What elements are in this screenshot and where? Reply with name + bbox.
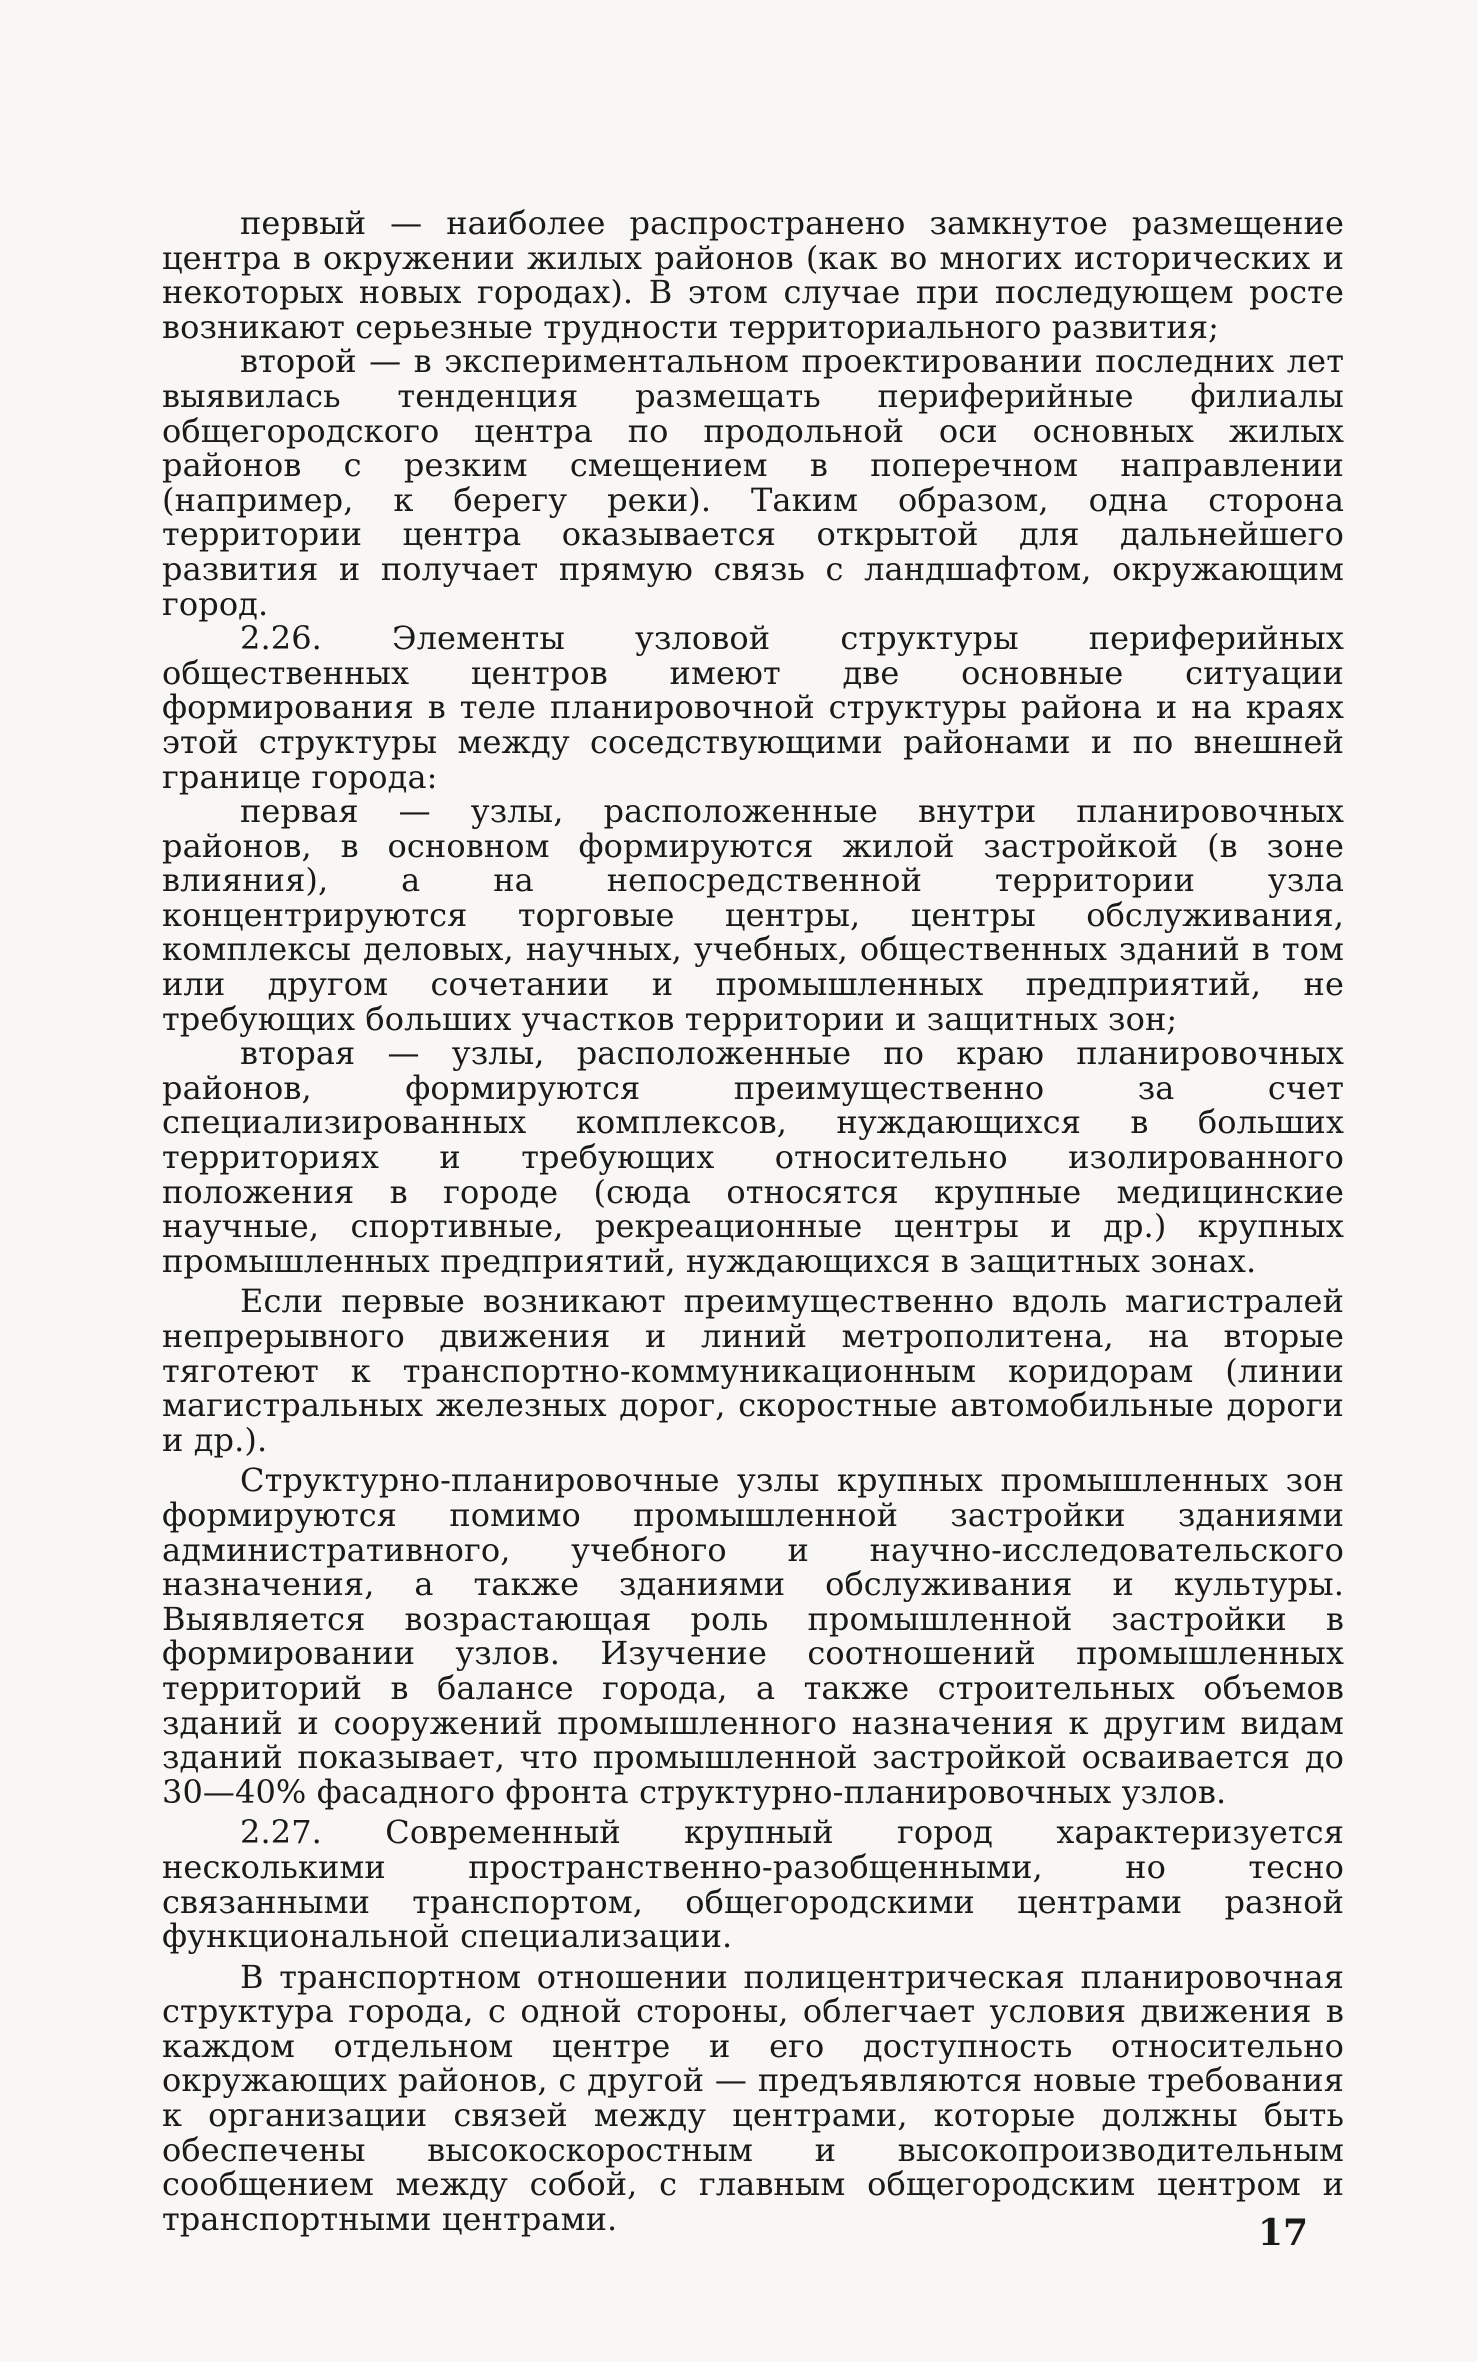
paragraph-transport: В транспортном отношении полицентрическая планировочная структура города, с одной стороны, облегчает условия движения в каждом отдельном центре и его доступность относительно окружающих районов, с другой — предъявляются новые требования к организации связей между центрами, которые должны быть обеспечены высокоскоростным и высокопроизводительным сообщением между собой, с главным общегородским центром и транспортными центрами. (162, 1957, 1344, 2238)
paragraph-section-2-26: 2.26. Элементы узловой структуры периферийных общественных центров имеют две основные ситуации формирования в теле планировочной структуры района и на краях этой структуры между соседствующими районами и по внешней границе города: (162, 619, 1344, 796)
paragraph-node-type-1: первая — узлы, расположенные внутри планировочных районов, в основном формируются жилой застройкой (в зоне влияния), а на непосредственной территории узла концентрируются торговые центры, центры обслуживания, комплексы деловых, научных, учебных, общественных зданий в том или другом сочетании и промышленных предприятий, не требующих больших участков территории и защитных зон; (162, 792, 1344, 1038)
paragraph-node-type-2: вторая — узлы, расположенные по краю планировочных районов, формируются преимущественно за счет специализированных комплексов, нуждающихся в больших территориях и требующих относительно изолированного положения в городе (сюда относятся крупные медицинские научные, спортивные, рекреационные центры и др.) крупных промышленных предприятий, нуждающихся в защитных зонах. (162, 1034, 1344, 1280)
paragraph-center-type-2: второй — в экспериментальном проектировании последних лет выявилась тенденция размещать периферийные филиалы общегородского центра по продольной оси основных жилых районов с резким смещением в поперечном направлении (например, к берегу реки). Таким образом, одна сторона территории центра оказывается открытой для дальнейшего развития и получает прямую связь с ландшафтом, окружающим город. (162, 342, 1344, 623)
paragraph-industrial-nodes: Структурно-планировочные узлы крупных промышленных зон формируются помимо промышленной застройки зданиями административного, учебного и научно-исследовательского назначения, а также зданиями обслуживания и культуры. Выявляется возрастающая роль промышленной застройки в формировании узлов. Изучение соотношений промышленных территорий в балансе города, а также строительных объемов зданий и сооружений промышленного назначения к другим видам зданий показывает, что промышленной застройкой осваивается до 30—40% фасадного фронта структурно-планировочных узлов. (162, 1461, 1344, 1811)
paragraph-center-type-1: первый — наиболее распространено замкнутое размещение центра в окружении жилых районов (как во многих исторических и некоторых новых городах). В этом случае при последующем росте возникают серьезные трудности территориального развития; (162, 204, 1344, 346)
paragraph-node-placement: Если первые возникают преимущественно вдоль магистралей непрерывного движения и линий метрополитена, на вторые тяготеют к транспортно-коммуникационным коридорам (линии магистральных железных дорог, скоростные автомобильные дороги и др.). (162, 1282, 1344, 1459)
body-text (162, 206, 1344, 2236)
page-number: 17 (1258, 2212, 1309, 2254)
paragraph-section-2-27: 2.27. Современный крупный город характеризуется несколькими пространственно-разобщенными, но тесно связанными транспортом, общегородскими центрами разной функциональной специализации. (162, 1813, 1344, 1956)
